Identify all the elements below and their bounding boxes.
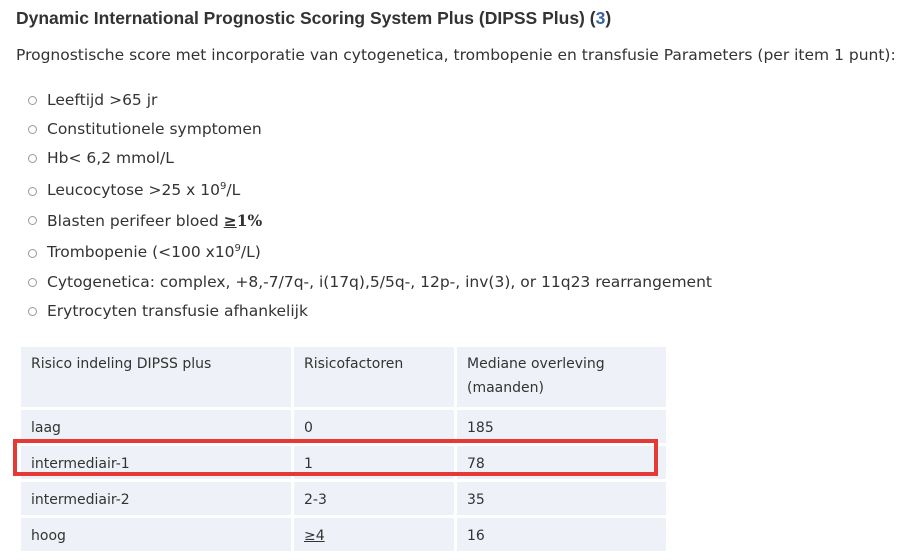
table-cell: 185 [457, 410, 666, 443]
table-cell: 1 [294, 446, 454, 479]
table-row [21, 482, 666, 515]
table-header-row [21, 347, 666, 407]
circle-bullet-icon [28, 278, 37, 287]
risk-table [18, 344, 669, 554]
criteria-item [28, 297, 712, 326]
criteria-label: Erytrocyten transfusie afhankelijk [47, 302, 308, 320]
criteria-label: Cytogenetica: complex, +8,-7/7q-, i(17q),5/5q-, 12p-, inv(3), or 11q23 rearrangement [47, 273, 712, 291]
header-cell: Risico indeling DIPSS plus [21, 347, 291, 407]
superscript: 9 [219, 181, 227, 192]
criteria-item [28, 235, 712, 268]
criteria-item [28, 86, 712, 115]
table-cell: 78 [457, 446, 666, 479]
table-cell: 16 [457, 518, 666, 551]
circle-bullet-icon [28, 307, 37, 316]
criteria-item [28, 144, 712, 173]
table-cell: intermediair-1 [21, 446, 291, 479]
circle-bullet-icon [28, 187, 37, 196]
criteria-label [47, 181, 240, 199]
criteria-label: Leeftijd >65 jr [47, 91, 158, 109]
table-cell: ≥4 [294, 518, 454, 551]
table-cell: 35 [457, 482, 666, 515]
table-cell: intermediair-2 [21, 482, 291, 515]
criteria-text: Trombopenie (<100 x10 [47, 243, 235, 261]
criteria-label: Constitutionele symptomen [47, 120, 262, 138]
circle-bullet-icon [28, 96, 37, 105]
circle-bullet-icon [28, 125, 37, 134]
criteria-value: 1% [236, 211, 263, 230]
intro-text: Prognostische score met incorporatie van cytogenetica, trombopenie en transfusie Parameters (per item 1 punt): [16, 46, 896, 64]
greater-equal-symbol: ≥ [223, 211, 237, 230]
superscript: 9 [234, 243, 241, 254]
table-row-highlighted [21, 446, 666, 479]
table-cell: 2-3 [294, 482, 454, 515]
page-heading [16, 8, 611, 29]
circle-bullet-icon [28, 249, 37, 258]
criteria-text: Blasten perifeer bloed [47, 212, 224, 230]
header-cell: Risicofactoren [294, 347, 454, 407]
circle-bullet-icon [28, 216, 37, 225]
table-cell: laag [21, 410, 291, 443]
criteria-item [28, 115, 712, 144]
criteria-item [28, 268, 712, 297]
reference-link[interactable]: 3 [595, 8, 606, 28]
table-row [21, 410, 666, 443]
criteria-item [28, 173, 712, 206]
criteria-item [28, 206, 712, 235]
criteria-text: /L) [240, 243, 261, 261]
table-cell: 0 [294, 410, 454, 443]
criteria-list [28, 86, 712, 326]
criteria-label [47, 243, 261, 261]
heading-close: ) [605, 8, 612, 28]
criteria-label: Hb< 6,2 mmol/L [47, 149, 174, 167]
heading-title: Dynamic International Prognostic Scoring System Plus (DIPSS Plus) ( [16, 8, 596, 28]
circle-bullet-icon [28, 154, 37, 163]
header-cell: Mediane overleving (maanden) [457, 347, 666, 407]
table-cell: hoog [21, 518, 291, 551]
criteria-text: Leucocytose >25 x 10 [47, 181, 220, 199]
criteria-text: /L [226, 181, 241, 199]
criteria-label [47, 212, 262, 230]
table-row [21, 518, 666, 551]
